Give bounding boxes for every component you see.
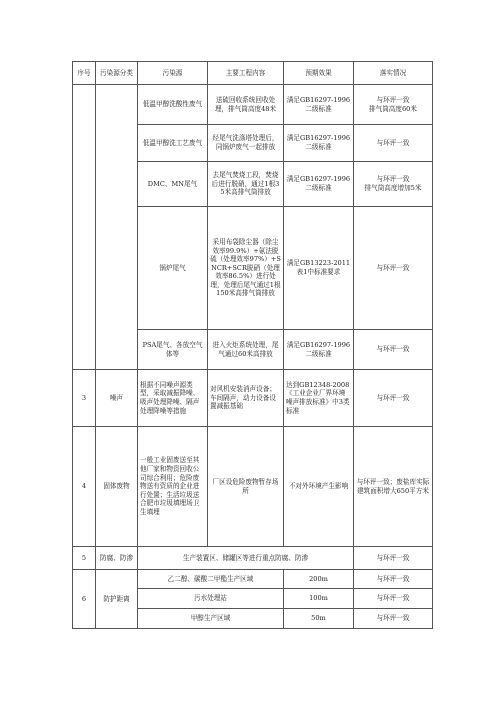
content-cell: 生产装置区、储罐区等进行重点防腐、防渗 (138, 547, 354, 570)
content-cell: 经尾气洗涤塔处理后，同锅炉废气一起排放 (208, 125, 284, 162)
header-source: 污染源 (138, 62, 208, 85)
status-cell: 与环评一致 (354, 589, 433, 609)
effect-cell: 200m (284, 570, 354, 589)
row-index-cell: 3 (73, 370, 96, 427)
table-row (73, 547, 433, 570)
row-category-cell: 防护距离 (96, 570, 138, 629)
status-cell: 与环评一致 (354, 609, 433, 629)
source-cell: 低温甲醇洗工艺废气 (138, 125, 208, 162)
row-index-cell: 5 (73, 547, 96, 570)
content-cell: 厂区设危险废物暂存场所 (208, 427, 284, 547)
content-cell: 对风机安装消声设备；车间隔声，动力设备设置减振基础 (208, 370, 284, 427)
row-category-cell: 噪声 (96, 370, 138, 427)
status-cell: 与环评一致 (354, 207, 433, 330)
source-cell: DMC、MN尾气 (138, 162, 208, 207)
effect-cell: 满足GB16297-1996二级标准 (284, 162, 354, 207)
source-cell: 根据不同噪声源类型，采取减振降噪、吸声处理降噪、隔声处理降噪等措施 (138, 370, 208, 427)
source-cell: 锅炉尾气 (138, 207, 208, 330)
effect-cell: 满足GB13223-2011表1中标准要求 (284, 207, 354, 330)
status-cell: 与环评一致 排气筒高度60米 (354, 85, 433, 125)
content-cell: 甲醇生产区域 (138, 609, 284, 629)
row-index-cell: 6 (73, 570, 96, 629)
content-cell: 送硫回收系统回收处理，排气筒高度48米 (208, 85, 284, 125)
header-effect: 预期效果 (284, 62, 354, 85)
header-content: 主要工程内容 (208, 62, 284, 85)
status-cell: 与环评一致 (354, 370, 433, 427)
effect-cell: 达到GB12348-2008《工业企业厂界环境噪声排放标准》中3类标准 (284, 370, 354, 427)
source-cell: PSA尾气、各放空气体等 (138, 330, 208, 370)
row-category-cell (96, 85, 138, 370)
effect-cell: 不对外环境产生影响 (284, 427, 354, 547)
table-row (73, 85, 433, 125)
pollution-control-table (72, 61, 433, 629)
header-index: 序号 (73, 62, 96, 85)
status-cell: 与环评一致 (354, 547, 433, 570)
row-index-cell (73, 85, 96, 370)
effect-cell: 满足GB16297-1996二级标准 (284, 125, 354, 162)
content-cell: 进入火炬系统处理，尾气通过60米高排放 (208, 330, 284, 370)
content-cell: 乙二醇、碳酸二甲酯生产区域 (138, 570, 284, 589)
status-cell: 与环评一致 排气筒高度增加5米 (354, 162, 433, 207)
row-category-cell: 防腐、防渗 (96, 547, 138, 570)
effect-cell: 满足GB16297-1996二级标准 (284, 330, 354, 370)
effect-cell: 满足GB16297-1996二级标准 (284, 85, 354, 125)
row-index-cell: 4 (73, 427, 96, 547)
source-cell: 低温甲醇洗酸性废气 (138, 85, 208, 125)
content-cell: 去尾气焚烧工段，焚烧后进行脱硝，通过1根35米高排气筒排放 (208, 162, 284, 207)
header-status: 落实情况 (354, 62, 433, 85)
effect-cell: 100m (284, 589, 354, 609)
table-row (73, 370, 433, 427)
table-header-row (73, 62, 433, 85)
effect-cell: 50m (284, 609, 354, 629)
row-category-cell: 固体废物 (96, 427, 138, 547)
table-row (73, 570, 433, 589)
content-cell: 采用布袋除尘器（除尘效率99.9%）+氨法脱硫（处理效率97%）+SNCR+SCR脱硝（处理效率86.5%）进行处理，处理后尾气通过1根150米高排气筒排放 (208, 207, 284, 330)
status-cell: 与环评一致 (354, 125, 433, 162)
status-cell: 与环评一致；废盐库实际建筑面积增大650平方米 (354, 427, 433, 547)
content-cell: 污水处理站 (138, 589, 284, 609)
status-cell: 与环评一致 (354, 330, 433, 370)
source-cell: 一般工业固废送至其他厂家和物资回收公司综合利用；危险废物送有资质的企业进行处置；生活垃圾送合肥市垃圾填埋场卫生填埋 (138, 427, 208, 547)
table-row (73, 427, 433, 547)
header-category: 污染源分类 (96, 62, 138, 85)
status-cell: 与环评一致 (354, 570, 433, 589)
